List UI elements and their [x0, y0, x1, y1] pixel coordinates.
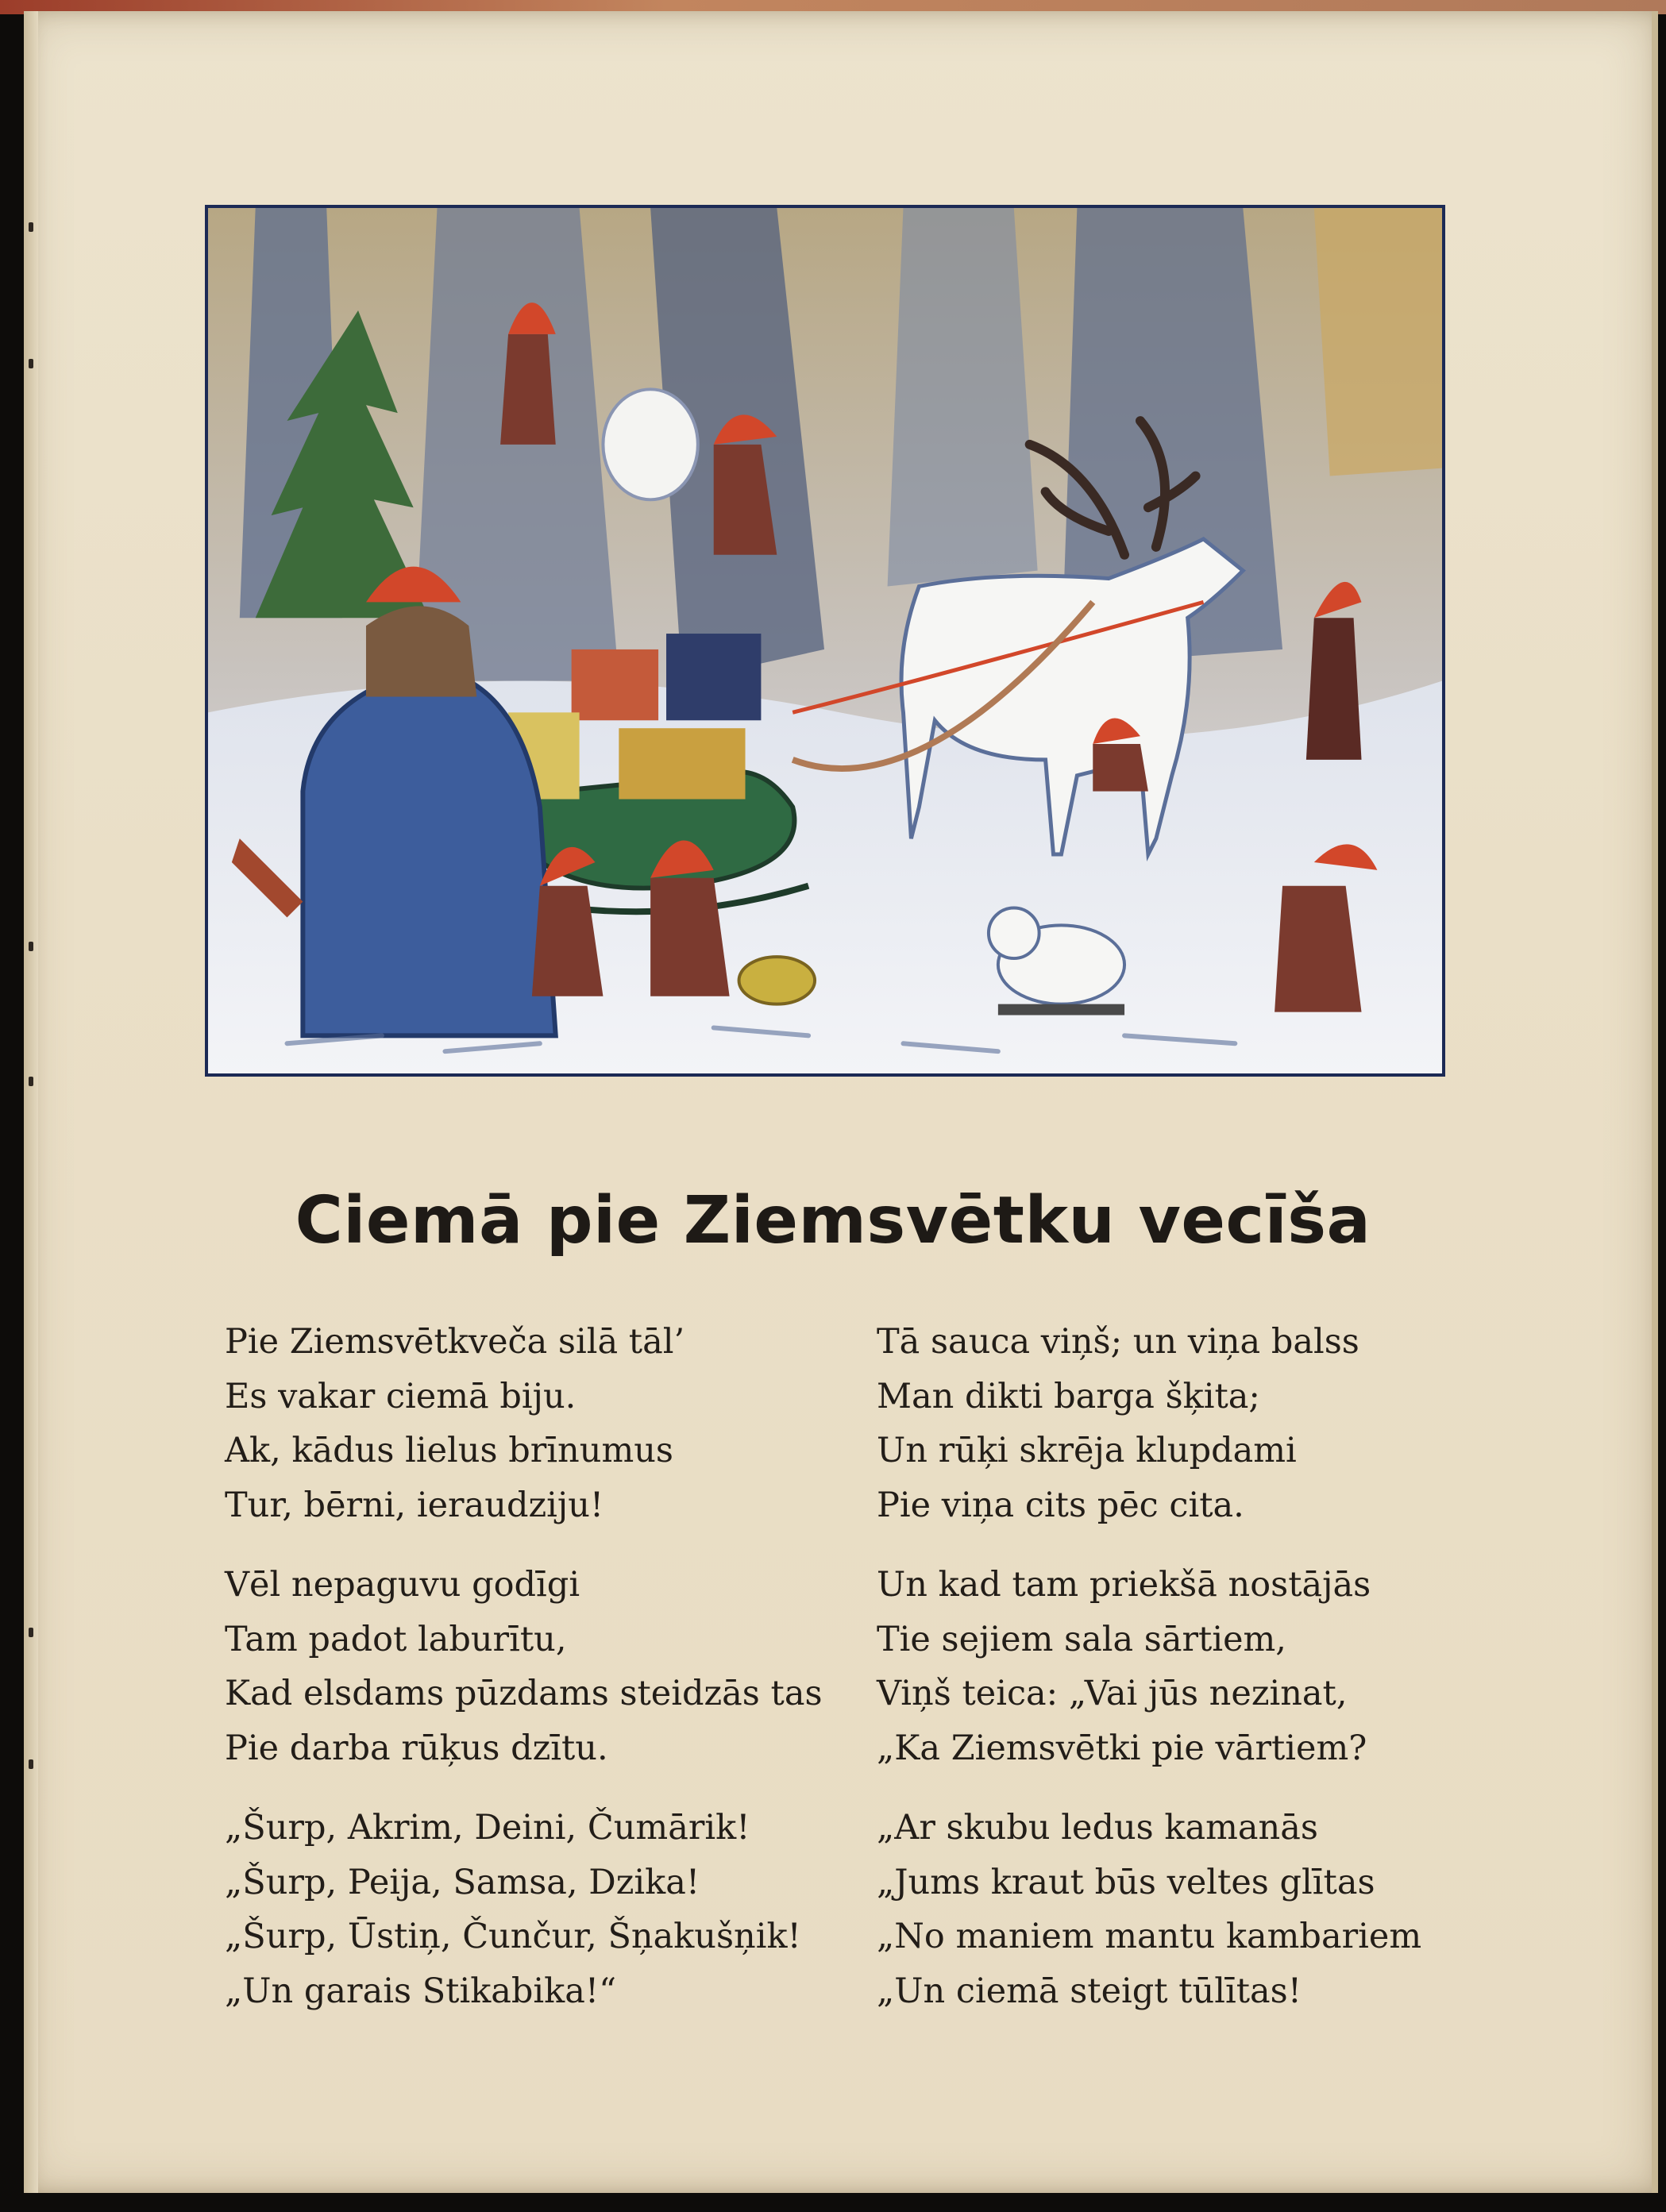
- ziemsvetku-vecitis-coat: [303, 681, 555, 1036]
- basket: [739, 957, 816, 1004]
- poem-line: Tam padot laburītu,: [225, 1619, 567, 1659]
- poem-line: Pie darba rūķus dzītu.: [225, 1728, 608, 1768]
- christmas-illustration: [205, 205, 1445, 1077]
- binding-stitch: [29, 1628, 33, 1637]
- stanza: [877, 1315, 1528, 1532]
- present: [572, 649, 658, 720]
- binding-stitch: [29, 942, 33, 951]
- tree-trunk: [888, 208, 1038, 587]
- page-right-edge: [1652, 11, 1658, 2193]
- white-cat: [603, 389, 697, 499]
- poem-line: Un rūķi skrēja klupdami: [877, 1431, 1297, 1470]
- poem-left-column: [225, 1315, 876, 2044]
- poem-title: Ciemā pie Ziemsvētku vecīša: [295, 1183, 1371, 1258]
- tree-trunk: [1314, 208, 1442, 476]
- ziemsvetku-vecitis-head: [366, 606, 476, 696]
- poem-line: Pie Ziemsvētkveča silā tāl’: [225, 1322, 685, 1362]
- binding-stitch: [29, 359, 33, 368]
- poem-line: „Ka Ziemsvētki pie vārtiem?: [877, 1728, 1367, 1768]
- binding-stitch: [29, 222, 33, 232]
- poem-line: Tie sejiem sala sārtiem,: [877, 1619, 1286, 1659]
- poem-line: „Šurp, Peija, Samsa, Dzika!: [225, 1862, 700, 1902]
- poem-line: „Šurp, Ūstiņ, Čunčur, Šņakušņik!: [225, 1917, 801, 1956]
- binding-stitch: [29, 1759, 33, 1769]
- stanza: [225, 1801, 876, 2018]
- present: [666, 634, 761, 720]
- present: [619, 728, 745, 799]
- stanza: [877, 1801, 1528, 2018]
- stanza: [225, 1315, 876, 1532]
- binding-stitch: [29, 1077, 33, 1086]
- poem-line: „No maniem mantu kambariem: [877, 1917, 1422, 1956]
- poem-line: Pie viņa cits pēc cita.: [877, 1485, 1244, 1525]
- poem-line: Kad elsdams pūzdams steidzās tas: [225, 1674, 823, 1713]
- poem-line: „Un garais Stikabika!“: [225, 1971, 617, 2011]
- poem-line: Viņš teica: „Vai jūs nezinat,: [877, 1674, 1348, 1713]
- poem-line: „Ar skubu ledus kamanās: [877, 1808, 1318, 1848]
- stanza: [225, 1558, 876, 1775]
- binding-edge: [24, 11, 38, 2193]
- poem-line: „Un ciemā steigt tūlītas!: [877, 1971, 1302, 2011]
- poem-line: Es vakar ciemā biju.: [225, 1376, 577, 1416]
- poem-line: Ak, kādus lielus brīnumus: [225, 1431, 673, 1470]
- poem-line: Man dikti barga šķita;: [877, 1376, 1260, 1416]
- poem-line: „Šurp, Akrim, Deini, Čumārik!: [225, 1808, 750, 1848]
- stanza: [877, 1558, 1528, 1775]
- poem-line: „Jums kraut būs veltes glītas: [877, 1862, 1375, 1902]
- toy-lamb-head: [989, 908, 1039, 959]
- poem-right-column: [877, 1315, 1528, 2044]
- poem-line: Tā sauca viņš; un viņa balss: [877, 1322, 1359, 1362]
- poem-line: Vēl nepaguvu godīgi: [225, 1565, 580, 1605]
- poem-line: Tur, bērni, ieraudziju!: [225, 1485, 604, 1525]
- christmas-sleigh-gnomes-illustration-icon: [208, 208, 1442, 1073]
- toy-lamb-board: [998, 1004, 1124, 1015]
- poem-line: Un kad tam priekšā nostājās: [877, 1565, 1371, 1605]
